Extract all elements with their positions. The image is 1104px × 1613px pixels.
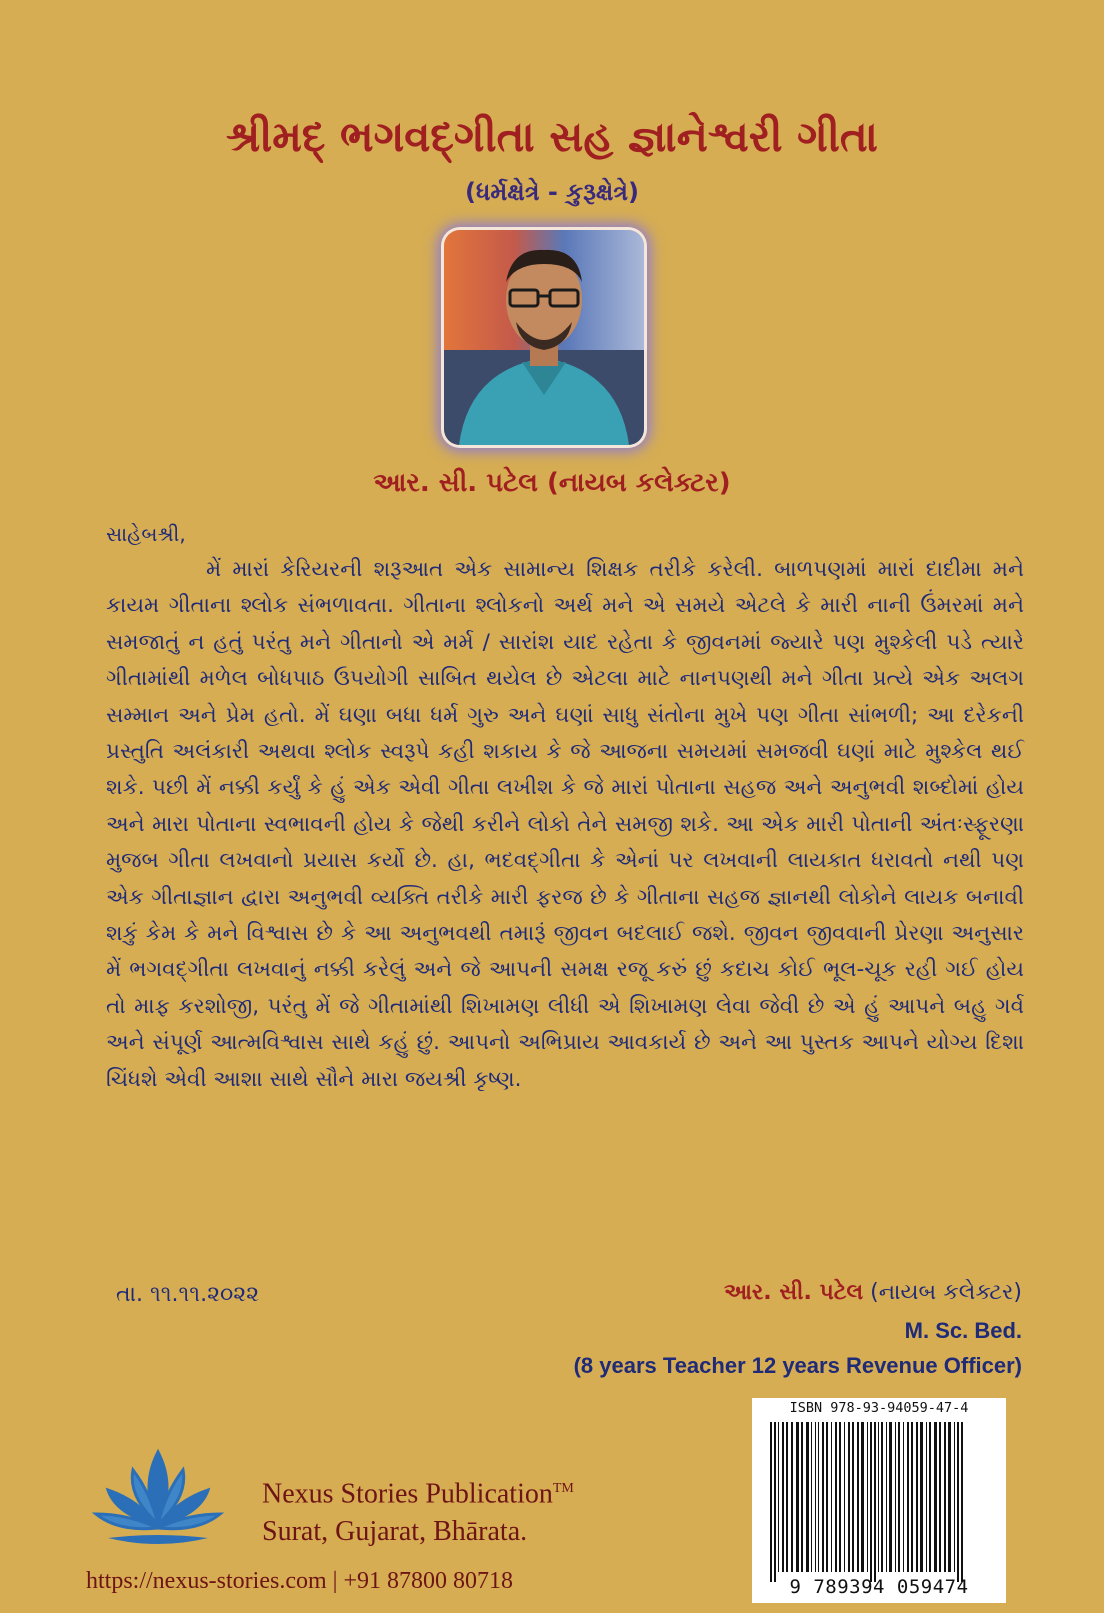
- publisher-contact: [86, 1568, 513, 1595]
- barcode-bar: [948, 1422, 951, 1572]
- letter-body: મેં મારાં કેરિયરની શરૂઆત એક સામાન્ય શિક્ષક તરીકે કરેલી. બાળપણમાં મારાં દાદીમા મને કાયમ ગીતાના શ્લોક સંભળાવતા. ગીતાના શ્લોકનો અર્થ મને એ સમયે એટલે કે મારી નાની ઉંમરમાં મને સમજાતું ન હતું પરંતુ મને ગીતાનો એ મર્મ / સારાંશ યાદ રહેતા કે જીવનમાં જ્યારે પણ મુશ્કેલી પડે ત્યારે ગીતામાંથી મળેલ બોધપાઠ ઉપયોગી સાબિત થયેલ છે એટલા માટે નાનપણથી મને ગીતા પ્રત્યે એક અલગ સમ્માન અને પ્રેમ હતો. મેં ઘણા બધા ધર્મ ગુરુ અને ઘણાં સાધુ સંતોના મુખે પણ ગીતા સાંભળી; આ દરેકની પ્રસ્તુતિ અલંકારી અથવા શ્લોક સ્વરૂપે કહી શકાય કે જે આજના સમયમાં સમજવી ઘણાં માટે મુશ્કેલ થઈ શકે. પછી મેં નક્કી કર્યું કે હું એક એવી ગીતા લખીશ કે જે મારાં પોતાના સહજ અને અનુભવી શબ્દોમાં હોય અને મારા પોતાના સ્વભાવની હોય કે જેથી કરીને લોકો તેને સમજી શકે. આ એક મારી પોતાની અંતઃસ્ફૂરણા મુજબ ગીતા લખવાનો પ્રયાસ કર્યો છે. હા, ભદવદ્ગીતા કે એનાં પર લખવાની લાયકાત ધરાવતો નથી પણ એક ગીતાજ્ઞાન દ્વારા અનુભવી વ્યક્તિ તરીકે મારી ફરજ છે કે ગીતાના સહજ જ્ઞાનથી લોકોને લાયક બનાવી શકું કેમ કે મને વિશ્વાસ છે કે આ અનુભવથી તમારૂં જીવન બદલાઈ જશે. જીવન જીવવાની પ્રેરણા અનુસાર મેં ભગવદ્ગીતા લખવાનું નક્કી કરેલું અને જે આપની સમક્ષ રજૂ કરું છું કદાચ કોઈ ભૂલ-ચૂક રહી ગઈ હોય તો માફ કરશોજી, પરંતુ મેં જે ગીતામાંથી શિખામણ લીધી એ શિખામણ લેવા જેવી છે એ હું આપને બહુ ગર્વ અને સંપૂર્ણ આત્મવિશ્વાસ સાથે કહું છું. આપનો અભિપ્રાય આવકાર્ય છે અને આ પુસ્તક આપને યોગ્ય દિશા ચિંધશે એવી આશા સાથે સૌને મારા જયશ્રી કૃષ્ણ.: [106, 557, 1025, 1092]
- barcode-bar: [926, 1422, 927, 1572]
- barcode-bar: [889, 1422, 892, 1572]
- barcode-bar: [826, 1422, 828, 1572]
- barcode-bar: [957, 1422, 959, 1582]
- barcode-bar: [782, 1422, 784, 1572]
- barcode-bar: [878, 1422, 879, 1572]
- publisher-phone: +91 87800 80718: [343, 1568, 514, 1594]
- publisher-location: Surat, Gujarat, Bhārata.: [262, 1516, 528, 1548]
- barcode-bar: [907, 1422, 909, 1572]
- barcode-bar: [867, 1422, 868, 1572]
- barcode-bar: [870, 1422, 872, 1582]
- barcode-bar: [920, 1422, 923, 1572]
- barcode-bar: [844, 1422, 845, 1572]
- barcode-bar: [911, 1422, 913, 1572]
- barcode-bar: [898, 1422, 900, 1572]
- barcode-bar: [874, 1422, 876, 1582]
- barcode-bar: [818, 1422, 819, 1572]
- barcode-bar: [786, 1422, 788, 1572]
- barcode-bar: [903, 1422, 904, 1572]
- publisher-website-link[interactable]: https://nexus-stories.com: [86, 1568, 327, 1594]
- barcode-bar: [929, 1422, 931, 1572]
- barcode-bars: [752, 1398, 1006, 1603]
- barcode-bar: [934, 1422, 937, 1572]
- book-subtitle: (ધર્મક્ષેત્રે - કુરૂક્ષેત્રે): [464, 178, 640, 206]
- publisher-block: [262, 1470, 574, 1551]
- barcode-bar: [835, 1422, 837, 1572]
- barcode-bar: [831, 1422, 832, 1572]
- barcode-bar: [939, 1422, 941, 1572]
- barcode-bar: [822, 1422, 824, 1572]
- signature-name: આર. સી. પટેલ: [723, 1280, 864, 1305]
- signature-degree: M. Sc. Bed.: [904, 1318, 1022, 1343]
- barcode-bar: [857, 1422, 859, 1572]
- author-heading: આર. સી. પટેલ (નાયબ કલેક્ટર): [373, 468, 731, 498]
- letter-date: તા. ૧૧.૧૧.૨૦૨૨: [116, 1282, 260, 1307]
- barcode-bar: [796, 1422, 799, 1572]
- barcode-bar: [954, 1422, 955, 1572]
- publisher-name: Nexus Stories Publication: [262, 1478, 553, 1510]
- isbn-digits: 9 789394 059474: [789, 1576, 969, 1598]
- barcode-bar: [848, 1422, 850, 1572]
- barcode-bar: [770, 1422, 772, 1582]
- barcode-bar: [881, 1422, 883, 1572]
- barcode-bar: [961, 1422, 963, 1582]
- isbn-barcode: [752, 1398, 1006, 1603]
- barcode-bar: [778, 1422, 779, 1572]
- barcode-bar: [852, 1422, 854, 1572]
- barcode-bar: [791, 1422, 793, 1572]
- signature-role: (નાયબ કલેક્ટર): [870, 1280, 1022, 1305]
- trademark-mark: TM: [552, 1481, 574, 1496]
- barcode-bar: [895, 1422, 896, 1572]
- salutation: સાહેબશ્રી,: [106, 522, 186, 546]
- barcode-bar: [944, 1422, 946, 1572]
- barcode-bar: [886, 1422, 887, 1572]
- lotus-logo-icon: [88, 1442, 228, 1552]
- barcode-bar: [811, 1422, 812, 1572]
- barcode-bar: [839, 1422, 841, 1572]
- book-title: શ્રીમદ્ ભગવદ્ગીતા સહ જ્ઞાનેશ્વરી ગીતા: [226, 112, 878, 161]
- barcode-bar: [815, 1422, 816, 1572]
- contact-separator: |: [332, 1568, 338, 1594]
- barcode-bar: [774, 1422, 776, 1582]
- signature: [724, 1280, 1022, 1305]
- author-photo: [444, 230, 644, 445]
- signature-experience: (8 years Teacher 12 years Revenue Officer): [573, 1353, 1022, 1378]
- barcode-bar: [916, 1422, 918, 1572]
- isbn-label: ISBN 978-93-94059-47-4: [789, 1400, 969, 1416]
- barcode-bar: [801, 1422, 803, 1572]
- barcode-bar: [861, 1422, 864, 1572]
- barcode-bar: [806, 1422, 809, 1572]
